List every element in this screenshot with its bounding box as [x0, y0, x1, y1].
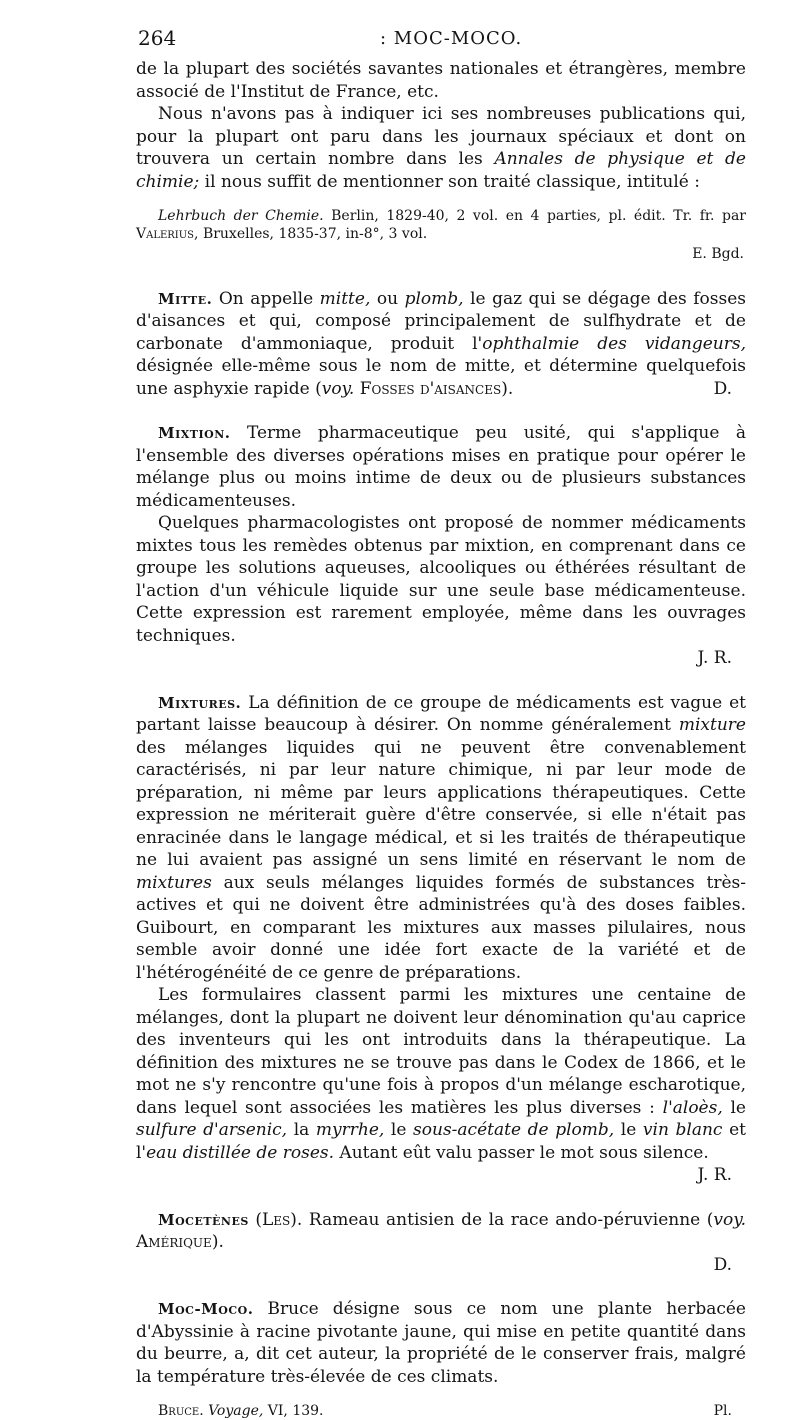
headword-mixtion: Mixtion.	[158, 424, 231, 442]
mixtures-paragraph-2: Les formulaires classent parmi les mixtures une centaine de mélanges, dont la plupart ne doivent leur dénomination qu'au caprice des inventeurs qui les ont introduits dans la thérapeutique. La définition des mixtures ne se trouve pas dans le Codex de 1866, et le mot ne s'y rencontre qu'une fois à propos d'un mélange escharotique, dans lequel sont associées les matières les plus diverses : l'aloès, le sulfure d'arsenic, la myrrhe, le sous-acétate de plomb, le vin blanc et l'eau distillée de roses. Autant eût valu passer le mot sous silence. J. R.	[136, 985, 746, 1185]
headword-mixtures: Mixtures.	[158, 693, 242, 712]
moc-moco-reference: Bruce. Voyage, VI, 139. Pl.	[136, 1402, 746, 1420]
signature-mixtures: J. R.	[697, 1165, 732, 1185]
running-title: : MOC-MOCO.	[380, 28, 523, 49]
entry-mixtion: Mixtion. Terme pharmaceutique peu usité, qui s'applique à l'ensemble des diverses opérations mises en pratique pour opérer le mélange plus ou moins intime de deux ou de plusieurs substances médicamenteuses.	[136, 423, 746, 511]
signature-mitte: D.	[713, 378, 732, 399]
entry-mixtures: Mixtures. La définition de ce groupe de médicaments est vague et partant laisse beaucoup à désirer. On nomme généralement mixture des mélanges liquides qui ne peuvent être convenablement caractérisés, ni par leur nature chimique, ni par leur mode de préparation, ni même par leurs applications thérapeutiques. Cette expression ne mériterait guère d'être conservée, si elle n'était pas enracinée dans le langage médical, et si les traités de thérapeutique ne lui avaient pas assigné un sens limité en réservant le nom de mixtures aux seuls mélanges liquides formés de substances très-actives et qui ne doivent être administrées qu'à des doses faibles. Guibourt, en comparant les mixtures aux masses pilulaires, nous semble avoir donné une idée fort exacte de la variété et de l'hétérogénéité de ce genre de préparations.	[136, 692, 747, 983]
headword-mocetenes: Mocetènes	[158, 1210, 249, 1229]
entry-mitte: Mitte. On appelle mitte, ou plomb, le gaz qui se dégage des fosses d'aisances et qui, composé principalement de sulfhydrate et de carbonate d'ammoniaque, produit l'ophthalmie des vidangeurs, désignée elle-même sous le nom de mitte, et détermine quelquefois une asphyxie rapide (voy. Fosses d'aisances). D.	[136, 288, 746, 399]
running-head	[138, 22, 745, 52]
entry-moc-moco: Moc-Moco. Bruce désigne sous ce nom une plante herbacée d'Abyssinie à racine pivotante jaune, qui mise en petite quantité dans du beurre, a, dit cet auteur, la propriété de le conserver frais, malgré la température très-élevée de ces climats.	[136, 1299, 746, 1387]
signature-moc-moco: Pl.	[713, 1403, 732, 1419]
mixtion-paragraph-2: Quelques pharmacologistes ont proposé de nommer médicaments mixtes tous les remèdes obtenus par mixtion, en comprenant dans ce groupe les solutions aqueuses, alcooliques ou éthérées résultant de l'action d'un véhicule liquide sur une seule base médicamenteuse. Cette expression est rarement employée, même dans les ouvrages techniques.	[136, 513, 746, 646]
prev-entry-signature: E. Bgd.	[692, 246, 744, 262]
signature-mixtion: J. R.	[697, 648, 732, 668]
page-number: 264	[138, 26, 177, 50]
signature-mocetenes: D.	[713, 1254, 732, 1275]
prev-entry-paragraph: Nous n'avons pas à indiquer ici ses nombreuses publications qui, pour la plupart ont paru dans les journaux spéciaux et dont on trouvera un certain nombre dans les Annales de physique et de chimie; il nous suffit de mentionner son traité classique, intitulé :	[136, 104, 746, 192]
entry-mocetenes: Mocetènes (Les). Rameau antisien de la race ando-péruvienne (voy. Amérique).	[136, 1209, 747, 1252]
prev-entry-bibliography: Lehrbuch der Chemie. Berlin, 1829-40, 2 vol. en 4 parties, pl. édit. Tr. fr. par Valerius, Bruxelles, 1835-37, in-8°, 3 vol.	[136, 208, 747, 242]
page-body	[136, 58, 746, 1420]
headword-moc-moco: Moc-Moco.	[158, 1300, 254, 1318]
prev-entry-continuation: de la plupart des sociétés savantes nationales et étrangères, membre associé de l'Institut de France, etc.	[136, 59, 746, 102]
headword-mitte: Mitte.	[158, 289, 213, 308]
